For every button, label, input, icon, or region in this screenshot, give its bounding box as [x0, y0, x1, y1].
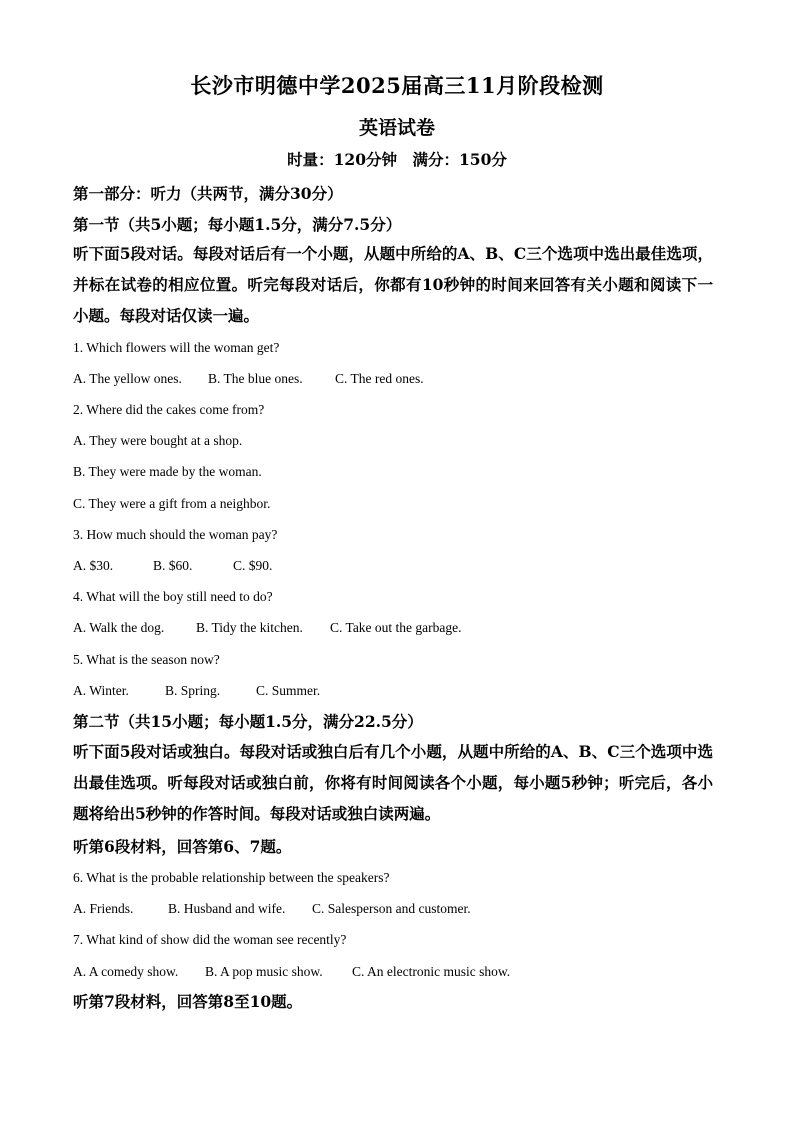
question-1-stem: 1. Which flowers will the woman get?	[73, 340, 280, 355]
question-4-option-b: B. Tidy the kitchen.	[196, 620, 303, 635]
question-3-option-a: A. $30.	[73, 558, 114, 573]
question-6-option-c: C. Salesperson and customer.	[312, 901, 471, 916]
question-2-stem: 2. Where did the cakes come from?	[73, 402, 265, 417]
material-7-heading: 听第7段材料，回答第8至10题。	[73, 992, 303, 1011]
question-5-stem: 5. What is the season now?	[73, 652, 220, 667]
question-3-option-c: C. $90.	[233, 558, 273, 573]
section1-instructions: 听下面5段对话。每段对话后有一个小题，从题中所给的A、B、C三个选项中选出最佳选项，并标在试卷的相应位置。听完每段对话后，你都有10秒钟的时间来回答有关小题和阅读下一小题。每段对话仅读一遍。	[73, 244, 713, 325]
question-3-option-b: B. $60.	[153, 558, 193, 573]
exam-subtitle: 英语试卷	[358, 117, 435, 139]
question-2-option-a: A. They were bought at a shop.	[73, 433, 243, 448]
part1-heading: 第一部分：听力（共两节，满分30分）	[73, 184, 343, 203]
question-1-option-a: A. The yellow ones.	[73, 371, 182, 386]
exam-title: 长沙市明德中学2025届高三11月阶段检测	[190, 73, 604, 98]
question-5-option-a: A. Winter.	[73, 683, 129, 698]
question-7-stem: 7. What kind of show did the woman see recently?	[73, 932, 347, 947]
question-3-options	[73, 558, 272, 574]
question-3-stem: 3. How much should the woman pay?	[73, 527, 278, 542]
question-6-stem: 6. What is the probable relationship between the speakers?	[73, 870, 390, 885]
question-5-options	[73, 683, 320, 699]
question-1-option-c: C. The red ones.	[335, 371, 424, 386]
question-7-options	[73, 964, 510, 980]
question-7-option-b: B. A pop music show.	[205, 964, 323, 979]
question-4-stem: 4. What will the boy still need to do?	[73, 589, 273, 604]
section2-heading: 第二节（共15小题；每小题1.5分，满分22.5分）	[73, 712, 423, 731]
exam-meta: 时量：120分钟 满分：150分	[287, 150, 507, 169]
question-5-option-b: B. Spring.	[165, 683, 221, 698]
question-2-option-b: B. They were made by the woman.	[73, 464, 262, 479]
question-4-option-a: A. Walk the dog.	[73, 620, 165, 635]
section2-instructions: 听下面5段对话或独白。每段对话或独白后有几个小题，从题中所给的A、B、C三个选项中选出最佳选项。听每段对话或独白前，你将有时间阅读各个小题，每小题5秒钟；听完后，各小题将给出5秒钟的作答时间。每段对话或独白读两遍。	[73, 742, 713, 823]
question-6-options	[73, 901, 471, 917]
question-7-option-a: A. A comedy show.	[73, 964, 179, 979]
question-4-option-c: C. Take out the garbage.	[330, 620, 462, 635]
section1-heading: 第一节（共5小题；每小题1.5分，满分7.5分）	[73, 215, 402, 234]
question-6-option-b: B. Husband and wife.	[168, 901, 286, 916]
question-7-option-c: C. An electronic music show.	[352, 964, 511, 979]
question-2-option-c: C. They were a gift from a neighbor.	[73, 496, 271, 511]
question-1-option-b: B. The blue ones.	[208, 371, 303, 386]
question-1-options	[73, 371, 424, 387]
material-6-heading: 听第6段材料，回答第6、7题。	[73, 837, 292, 856]
question-5-option-c: C. Summer.	[256, 683, 321, 698]
question-6-option-a: A. Friends.	[73, 901, 134, 916]
question-4-options	[73, 620, 462, 636]
